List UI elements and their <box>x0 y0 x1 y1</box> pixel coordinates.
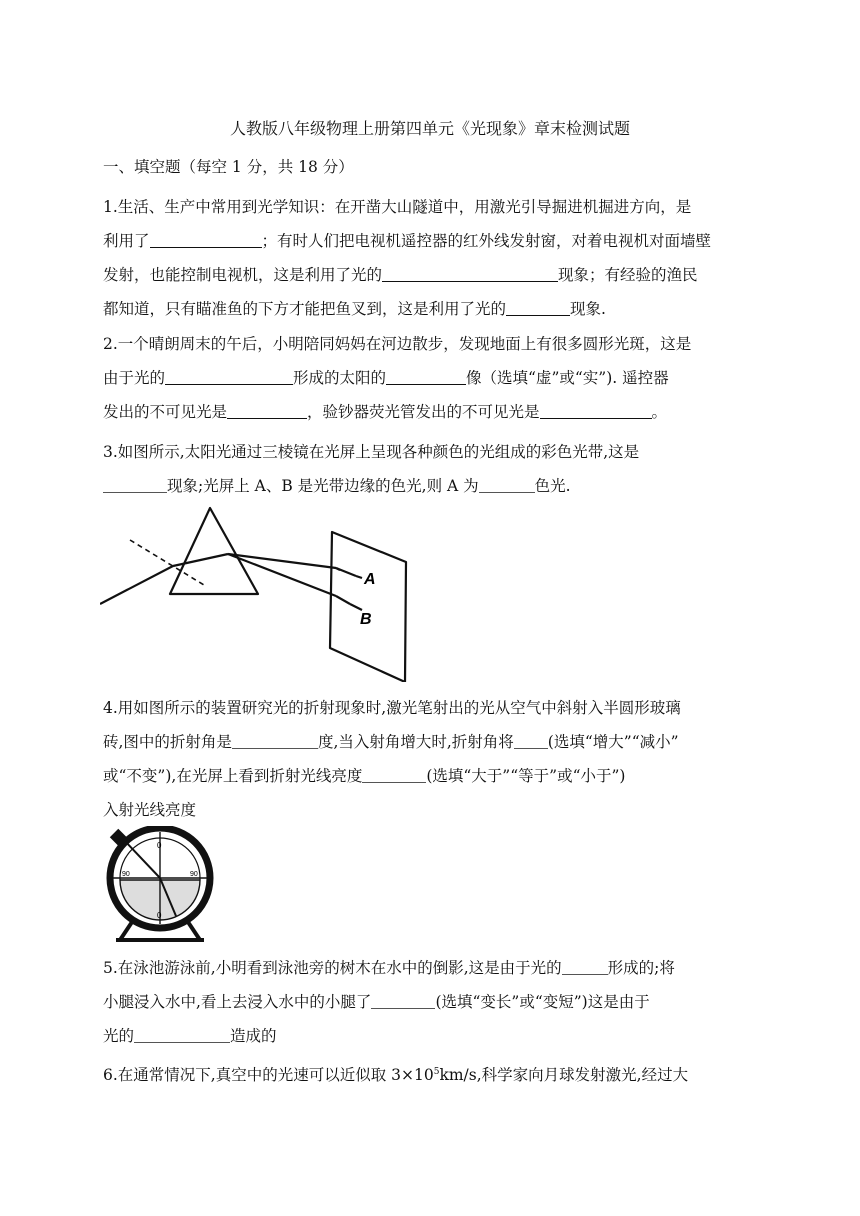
blank[interactable] <box>103 476 167 493</box>
stand-right-leg <box>188 922 200 940</box>
q4-line-1: 4.用如图所示的装置研究光的折射现象时,激光笔射出的光从空气中斜射入半圆形玻璃 <box>103 699 681 717</box>
blank[interactable] <box>386 368 466 385</box>
blank[interactable] <box>506 299 570 316</box>
q5-line-3: 光的 造成的 <box>103 1027 277 1045</box>
blank[interactable] <box>514 732 548 749</box>
prism-diagram <box>100 500 420 682</box>
blank[interactable] <box>562 958 608 975</box>
blank[interactable] <box>150 231 262 248</box>
q5-line-2: 小腿浸入水中,看上去浸入水中的小腿了 (选填“变长”或“变短”)这是由于 <box>103 993 650 1011</box>
blank[interactable] <box>382 265 558 282</box>
q4-line-2: 砖,图中的折射角是 度,当入射角增大时,折射角将 (选填“增大”“减小” <box>103 733 679 751</box>
question-1 <box>103 190 763 326</box>
q3-line-1: 3.如图所示,太阳光通过三棱镜在光屏上呈现各种颜色的光组成的彩色光带,这是 <box>103 443 640 461</box>
label-a: A <box>364 571 376 588</box>
dial-label-right: 90 <box>190 871 198 878</box>
q4-line-3: 或“不变”),在光屏上看到折射光线亮度 (选填“大于”“等于”或“小于”) <box>103 767 626 785</box>
document-title: 人教版八年级物理上册第四单元《光现象》章末检测试题 <box>229 119 630 138</box>
dial-label-top: 0 <box>157 841 162 850</box>
q2-line-1: 2.一个晴朗周末的午后，小明陪同妈妈在河边散步，发现地面上有很多圆形光斑，这是 <box>103 335 692 353</box>
blank[interactable] <box>479 476 535 493</box>
refracted-ray-inside <box>173 554 228 566</box>
question-3 <box>103 435 763 503</box>
incident-ray <box>100 566 173 604</box>
blank[interactable] <box>362 766 426 783</box>
dial-label-left: 90 <box>122 871 130 878</box>
blank[interactable] <box>165 368 293 385</box>
light-screen <box>330 532 406 682</box>
refraction-apparatus-diagram <box>102 826 222 944</box>
q1-line-1: 1.生活、生产中常用到光学知识：在开凿大山隧道中，用激光引导掘进机掘进方向，是 <box>103 198 692 216</box>
q1-line-4: 都知道，只有瞄准鱼的下方才能把鱼叉到，这是利用了光的 现象. <box>103 300 606 318</box>
q5-line-1: 5.在泳池游泳前,小明看到泳池旁的树木在水中的倒影,这是由于光的 形成的;将 <box>103 959 675 977</box>
blank[interactable] <box>371 992 435 1009</box>
q4-line-4: 入射光线亮度 <box>103 801 197 819</box>
prism-triangle <box>170 508 258 594</box>
q6-line-1: 6.在通常情况下,真空中的光速可以近似取 $3\times 10^5km/s$,科学家向月球发射激光,经过大 <box>103 1066 689 1085</box>
question-2 <box>103 327 763 429</box>
q2-line-2: 由于光的 形成的太阳的 像（选填“虚”或“实”). 遥控器 <box>103 369 669 387</box>
label-b: B <box>360 611 372 628</box>
blank[interactable] <box>232 732 318 749</box>
question-5 <box>103 951 763 1053</box>
question-6 <box>103 1055 763 1092</box>
blank[interactable] <box>227 402 307 419</box>
section-heading: 一、填空题（每空 1 分，共 18 分） <box>103 158 354 176</box>
question-4 <box>103 691 763 827</box>
blank[interactable] <box>540 402 652 419</box>
q3-line-2: 现象;光屏上 A、B 是光带边缘的色光,则 A 为 色光. <box>103 469 763 503</box>
q1-line-2: 利用了 ；有时人们把电视机遥控器的红外线发射窗，对着电视机对面墙壁 <box>103 232 712 250</box>
exponent: 5 <box>433 1067 440 1077</box>
q2-line-3: 发出的不可见光是 ，验钞器荧光管发出的不可见光是 。 <box>103 403 668 421</box>
blank[interactable] <box>134 1026 230 1043</box>
stand-left-leg <box>120 922 132 940</box>
q1-line-3: 发射，也能控制电视机，这是利用了光的 现象；有经验的渔民 <box>103 266 698 284</box>
dial-label-bottom: 0 <box>157 911 162 920</box>
